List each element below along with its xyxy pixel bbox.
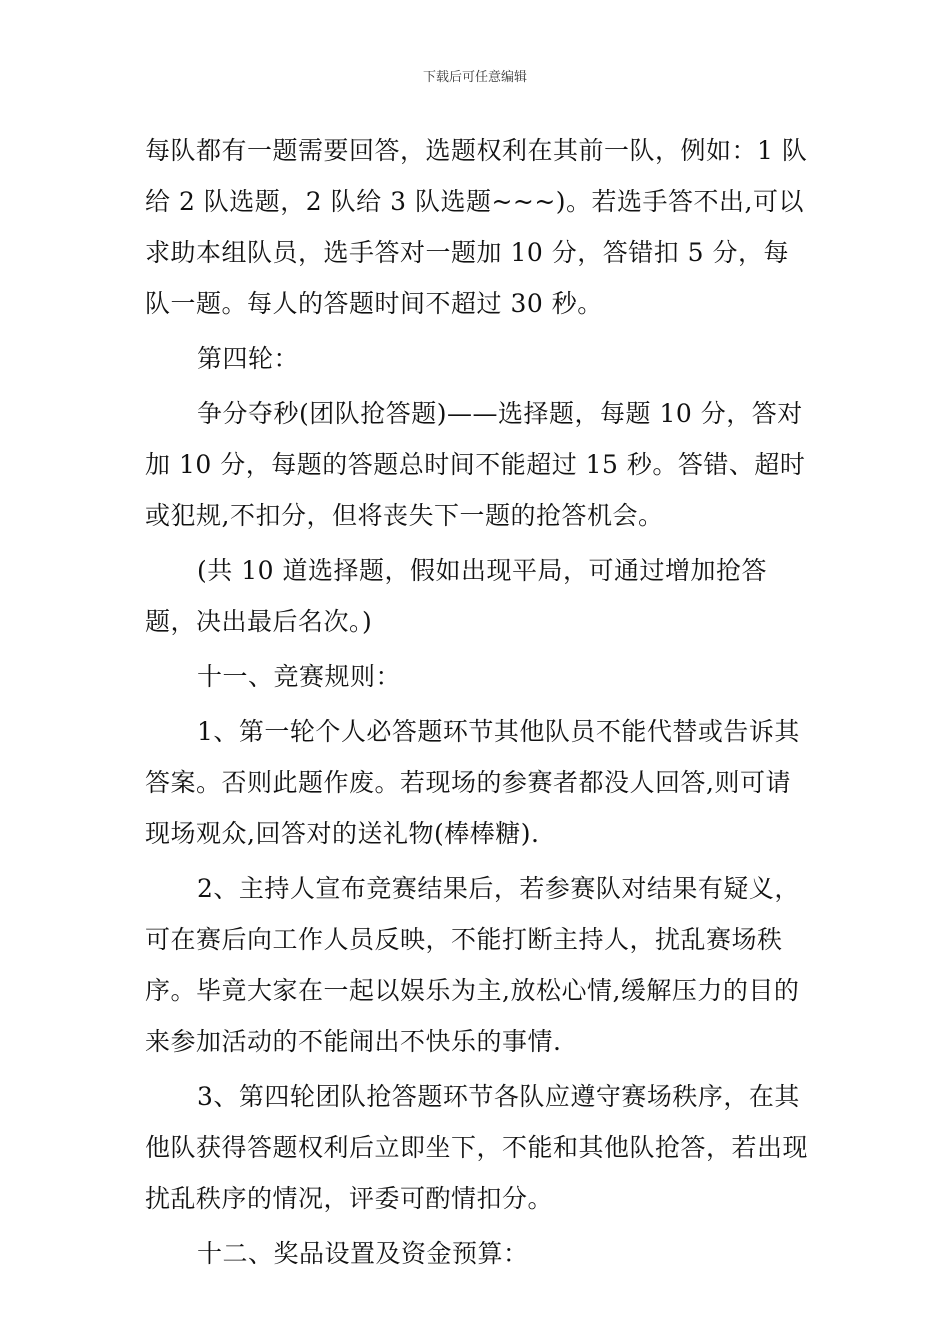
paragraph-round3-rules: 每队都有一题需要回答，选题权利在其前一队，例如：1 队给 2 队选题，2 队给 3 队选题~~~)。若选手答不出,可以求助本组队员，选手答对一题加 10 分，答错扣 5 分，每队一题。每人的答题时间不超过 30 秒。 — [145, 136, 808, 318]
rule-1: 1、第一轮个人必答题环节其他队员不能代替或告诉其答案。否则此题作废。若现场的参赛者都没人回答,则可请现场观众,回答对的送礼物(棒棒糖). — [145, 717, 800, 848]
paragraph-round4-rules: 争分夺秒(团队抢答题)——选择题，每题 10 分，答对加 10 分，每题的答题总时间不能超过 15 秒。答错、超时或犯规,不扣分，但将丧失下一题的抢答机会。 — [145, 399, 806, 530]
paragraph-round4-note: (共 10 道选择题，假如出现平局，可通过增加抢答题，决出最后名次。) — [145, 556, 767, 636]
page-header: 下载后可任意编辑 — [422, 70, 527, 85]
rule-2: 2、主持人宣布竞赛结果后，若参赛队对结果有疑义，可在赛后向工作人员反映，不能打断主持人，扰乱赛场秩序。毕竟大家在一起以娱乐为主,放松心情,缓解压力的目的来参加活动的不能闹出不快乐的事情. — [145, 874, 800, 1056]
document-body — [145, 125, 810, 1279]
section-12-heading: 十二、奖品设置及资金预算： — [197, 1239, 529, 1268]
section-11-heading: 十一、竞赛规则： — [197, 662, 402, 691]
rule-3: 3、第四轮团队抢答题环节各队应遵守赛场秩序，在其他队获得答题权利后立即坐下，不能和其他队抢答，若出现扰乱秩序的情况，评委可酌情扣分。 — [145, 1082, 809, 1213]
paragraph-round4-heading: 第四轮： — [197, 344, 300, 373]
